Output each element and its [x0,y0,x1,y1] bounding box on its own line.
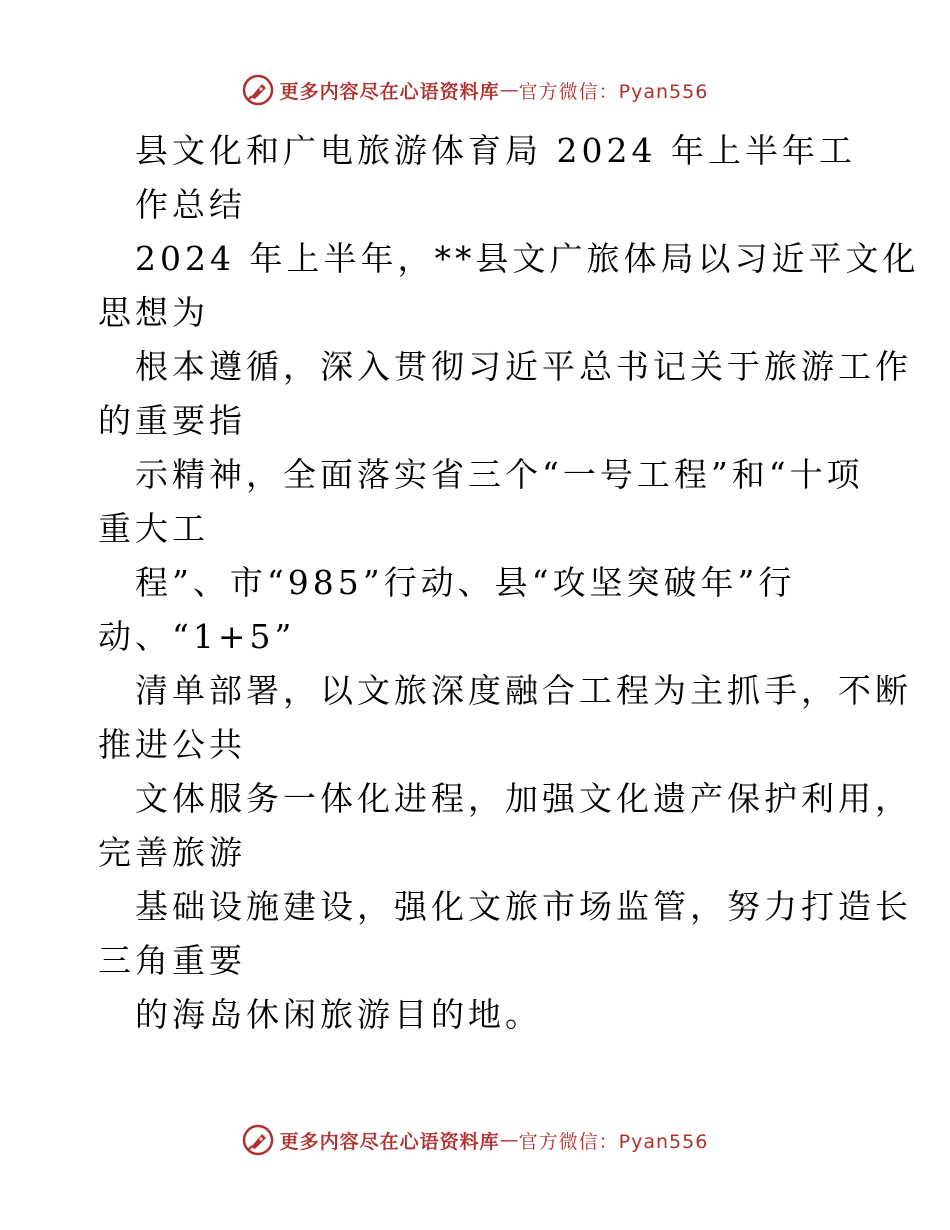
document-body [0,124,950,1042]
pen-nib-logo-icon [242,74,274,106]
watermark-dash: — [499,79,519,101]
document-title-line-2: 作总结 [135,185,246,224]
paragraph-line: 清单部署，以文旅深度融合工程为主抓手，不断 [135,671,912,710]
pen-nib-logo-icon [242,1124,274,1156]
watermark-brand: 更多内容尽在心语资料库 [279,80,500,103]
paragraph-line: 文体服务一体化进程，加强文化遗产保护利用， [135,779,912,818]
watermark-contact: 官方微信：Pyan556 [518,1130,709,1153]
watermark-dash: — [499,1129,519,1151]
paragraph-line: 2024 年上半年，**县文广旅体局以习近平文化 [135,239,920,278]
paragraph-line: 的重要指 [98,401,246,440]
header-watermark [0,70,950,110]
footer-watermark [0,1120,950,1160]
paragraph-line: 思想为 [98,293,209,332]
paragraph-line: 三角重要 [98,941,246,980]
paragraph-line: 推进公共 [98,725,246,764]
paragraph-line: 动、“1+5” [98,617,296,656]
paragraph-line: 的海岛休闲旅游目的地。 [135,995,542,1034]
paragraph-line: 示精神，全面落实省三个“一号工程”和“十项 [135,455,864,494]
paragraph-line: 基础设施建设，强化文旅市场监管，努力打造长 [135,887,912,926]
document-title-line-1: 县文化和广电旅游体育局 2024 年上半年工 [135,131,856,170]
paragraph-line: 根本遵循，深入贯彻习近平总书记关于旅游工作 [135,347,912,386]
paragraph-line: 重大工 [98,509,209,548]
paragraph-line: 程”、市“985”行动、县“攻坚突破年”行 [135,563,796,602]
watermark-brand: 更多内容尽在心语资料库 [279,1130,500,1153]
paragraph-line: 完善旅游 [98,833,246,872]
watermark-contact: 官方微信：Pyan556 [518,80,709,103]
